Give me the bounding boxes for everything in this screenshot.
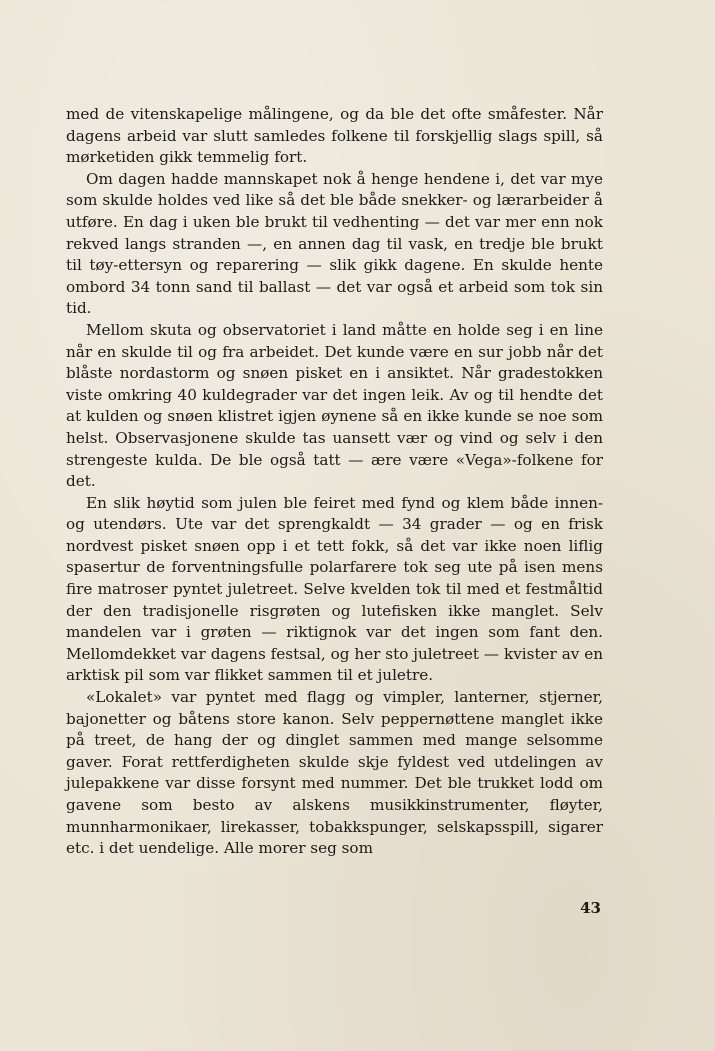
paragraph-4: En slik høytid som julen ble feiret med fynd og klem både innen- og utendørs. Ute var det sprengkaldt — 34 grader — og en frisk nordvest pisket snøen opp i et tett fokk, så det var ikke noen liflig spasertur de forventningsfulle polarfarere tok seg ute på isen mens fire matroser pyntet juletreet. Selve kvelden tok til med et festmåltid der den tradisjonelle risgrøten og lutefisken ikke manglet. Selv mandelen var i grøten — riktignok var det ingen som fant den. Mellomdekket var dagens festsal, og her sto juletreet — kvister av en arktisk pil som var flikket sammen til et juletre. (66, 493, 603, 685)
paragraph-1: med de vitenskapelige målingene, og da ble det ofte småfester. Når dagens arbeid var slutt samledes folkene til forskjellig slags spill, så mørketiden gikk temmelig fort. (66, 105, 603, 167)
paragraph-5: «Lokalet» var pyntet med flagg og vimpler, lanterner, stjerner, bajonetter og båtens store kanon. Selv peppernøttene manglet ikke på treet, de hang der og dinglet sammen med mange selsomme gaver. Forat rettferdigheten skulde skje fyldest ved utdelingen av julepakkene var disse forsynt med nummer. Det ble trukket lodd om gavene som besto av alskens musikkinstrumenter, fløyter, munnharmonikaer, lirekasser, tobakkspunger, selskapsspill, sigarer etc. i det uendelige. Alle morer seg som (66, 688, 603, 858)
page-number: 43 (580, 899, 601, 917)
paragraph-3: Mellom skuta og observatoriet i land måtte en holde seg i en line når en skulde til og fra arbeidet. Det kunde være en sur jobb når det blåste nordastorm og snøen pisket en i ansiktet. Når gradestokken viste omkring 40 kuldegrader var det ingen leik. Av og til hendte det at kulden og snøen klistret igjen øynene så en ikke kunde se noe som helst. Observasjonene skulde tas uansett vær og vind og selv i den strengeste kulda. De ble også tatt — ære være «Vega»-folkene for det. (66, 320, 603, 491)
paragraph-2: Om dagen hadde mannskapet nok å henge hendene i, det var mye som skulde holdes ved like så det ble både snekker- og lærarbeider å utføre. En dag i uken ble brukt til vedhenting — det var mer enn nok rekved langs stranden —, en annen dag til vask, en tredje ble brukt til tøy-ettersyn og reparering — slik gikk dagene. En skulde hente ombord 34 tonn sand til ballast — det var også et arbeid som tok sin tid. (66, 169, 603, 318)
body-text (66, 104, 603, 860)
